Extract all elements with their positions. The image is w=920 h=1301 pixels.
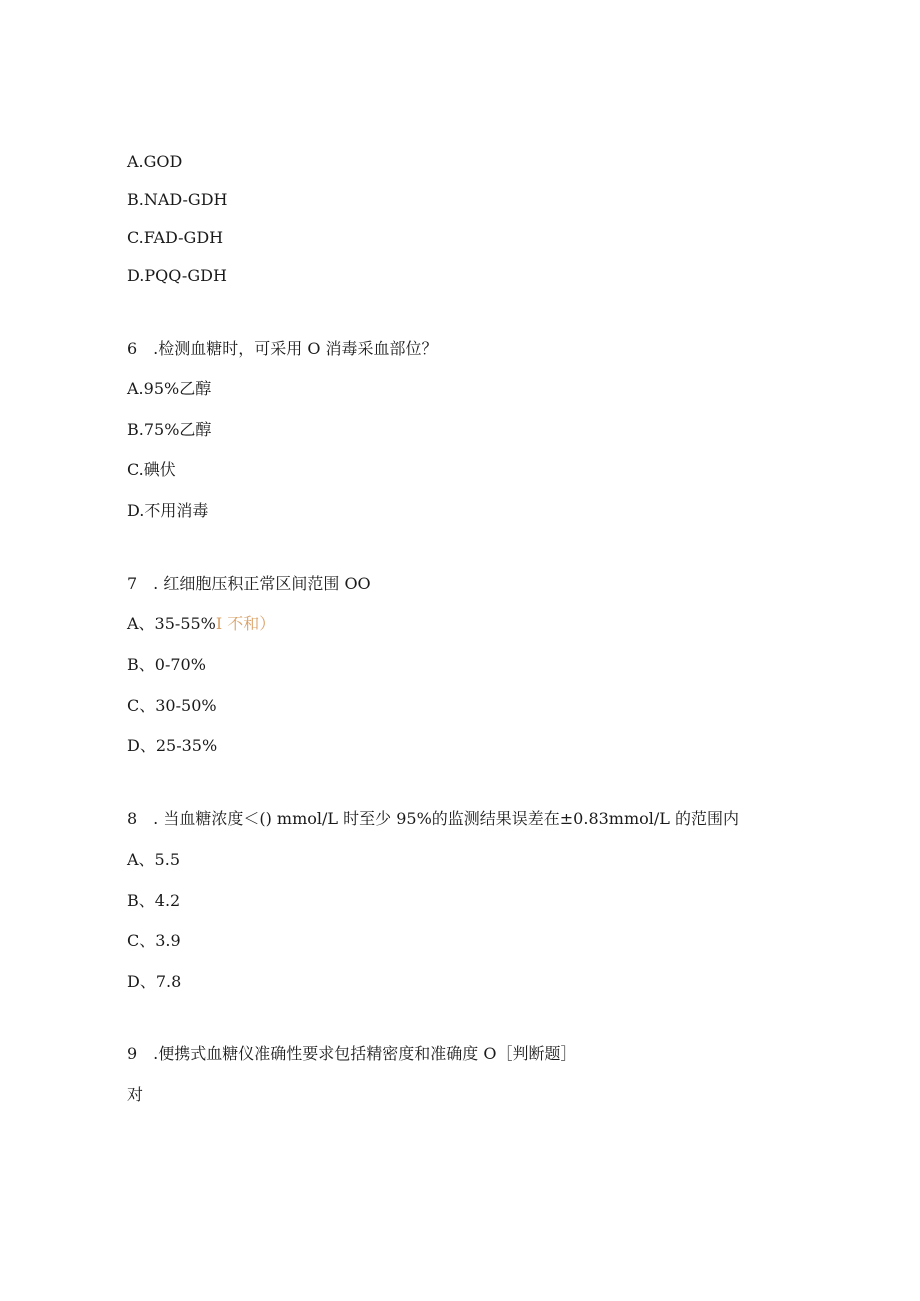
q7-option-a-annotation: I 不和）: [215, 614, 276, 633]
q7-option-a-row: [127, 614, 275, 634]
q8-option-b: B、4.2: [127, 891, 181, 910]
q6-option-d: D.不用消毒: [127, 501, 209, 520]
q7-option-c: C、30-50%: [127, 696, 217, 715]
q7-option-d: D、25-35%: [127, 736, 218, 755]
q7-question: 7 . 红细胞压积正常区间范围 OO: [127, 574, 371, 593]
q6-option-c: C.碘伏: [127, 460, 176, 479]
q5-option-d: D.PQQ-GDH: [127, 266, 227, 285]
q9-answer: 对: [127, 1085, 144, 1104]
q7-option-b: B、0-70%: [127, 655, 206, 674]
q8-option-d: D、7.8: [127, 972, 182, 991]
q7-option-a: A、35-55%: [127, 614, 216, 633]
q6-option-b: B.75%乙醇: [127, 420, 212, 439]
q6-option-a: A.95%乙醇: [127, 379, 212, 398]
q6-question: 6 .检测血糖时，可采用 O 消毒采血部位？: [127, 339, 438, 358]
q5-option-a: A.GOD: [127, 152, 183, 171]
q8-option-c: C、3.9: [127, 931, 181, 950]
q8-question: 8 . 当血糖浓度＜() mmol/L 时至少 95%的监测结果误差在±0.83mmol/L 的范围内: [127, 809, 739, 828]
q9-question: 9 .便携式血糖仪准确性要求包括精密度和准确度 O［判断题］: [127, 1044, 577, 1063]
q5-option-b: B.NAD-GDH: [127, 190, 228, 209]
q5-option-c: C.FAD-GDH: [127, 228, 224, 247]
q8-option-a: A、5.5: [127, 850, 181, 869]
